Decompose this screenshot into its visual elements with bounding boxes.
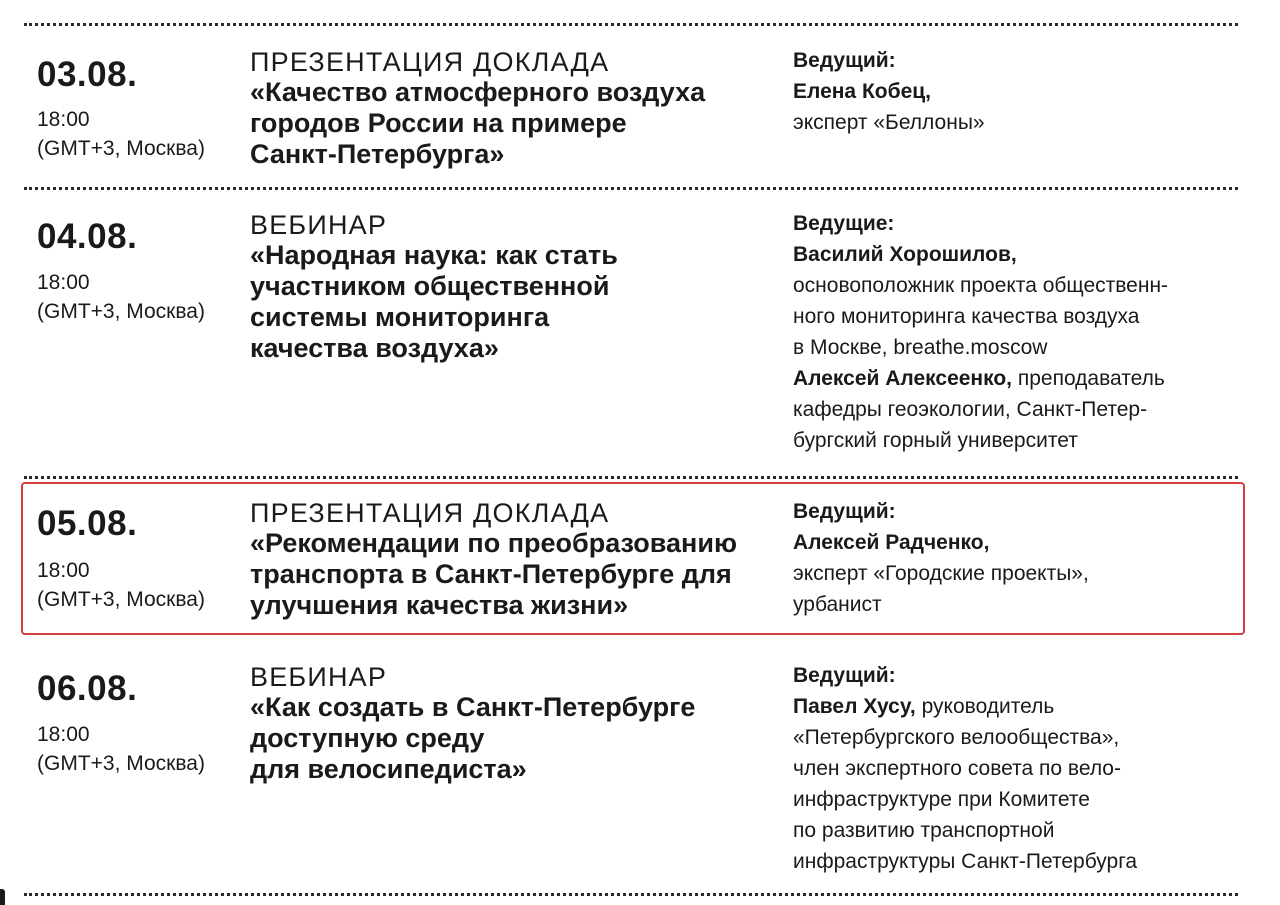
- host-description: по развитию транспортной: [793, 819, 1055, 842]
- event-title-line: Санкт-Петербурга»: [250, 139, 505, 169]
- event-time: [37, 720, 205, 778]
- host-name: Алексей Алексеенко,: [793, 367, 1013, 390]
- event-title-line: качества воздуха»: [250, 333, 499, 363]
- event-info: [250, 498, 780, 621]
- event-title-line: участником общественной: [250, 271, 610, 301]
- event-hosts: [793, 208, 1233, 456]
- event-hosts: [793, 660, 1233, 877]
- event-time: [37, 105, 205, 163]
- event-type: ПРЕЗЕНТАЦИЯ ДОКЛАДА: [250, 47, 610, 77]
- event-time-value: 18:00: [37, 723, 90, 746]
- event-title-line: для велосипедиста»: [250, 754, 527, 784]
- dotted-divider: [24, 476, 1238, 479]
- event-time: [37, 268, 205, 326]
- host-role: руководитель: [915, 695, 1055, 718]
- host-description: член экспертного совета по вело-: [793, 757, 1121, 780]
- event-title-line: доступную среду: [250, 723, 485, 753]
- host-description: эксперт «Беллоны»: [793, 111, 985, 134]
- host-name: Павел Хусу,: [793, 695, 916, 718]
- host-name: Василий Хорошилов,: [793, 243, 1017, 266]
- event-time-value: 18:00: [37, 108, 90, 131]
- host-description: инфраструктуре при Комитете: [793, 788, 1090, 811]
- dotted-divider: [24, 23, 1238, 26]
- dotted-divider: [24, 187, 1238, 190]
- host-line: [793, 363, 1233, 394]
- event-type: ВЕБИНАР: [250, 210, 388, 240]
- event-title-line: «Как создать в Санкт-Петербурге: [250, 692, 696, 722]
- event-timezone: (GMT+3, Москва): [37, 300, 205, 323]
- event-hosts: [793, 45, 1233, 138]
- event-info: [250, 662, 780, 785]
- event-title-line: «Рекомендации по преобразованию: [250, 528, 738, 558]
- event-title: [250, 77, 780, 170]
- host-line: [793, 691, 1233, 722]
- event-title-line: городов России на примере: [250, 108, 627, 138]
- host-description: эксперт «Городские проекты»,: [793, 562, 1089, 585]
- event-timezone: (GMT+3, Москва): [37, 137, 205, 160]
- event-timezone: (GMT+3, Москва): [37, 752, 205, 775]
- event-title-line: «Качество атмосферного воздуха: [250, 77, 706, 107]
- dotted-divider: [24, 893, 1238, 896]
- event-date: 04.08.: [37, 217, 138, 256]
- event-title-line: системы мониторинга: [250, 302, 550, 332]
- event-title: [250, 528, 780, 621]
- host-heading: Ведущие:: [793, 212, 895, 235]
- host-role: преподаватель: [1012, 367, 1165, 390]
- event-date: 03.08.: [37, 55, 138, 94]
- event-title-line: улучшения качества жизни»: [250, 590, 629, 620]
- host-description: в Москве, breathe.moscow: [793, 336, 1048, 359]
- host-heading: Ведущий:: [793, 49, 896, 72]
- host-heading: Ведущий:: [793, 500, 896, 523]
- host-description: урбанист: [793, 593, 882, 616]
- host-description: «Петербургского велообщества»,: [793, 726, 1120, 749]
- event-title: [250, 240, 780, 364]
- event-date: 06.08.: [37, 669, 138, 708]
- event-timezone: (GMT+3, Москва): [37, 588, 205, 611]
- host-name: Алексей Радченко,: [793, 531, 990, 554]
- event-title-line: «Народная наука: как стать: [250, 240, 618, 270]
- event-type: ПРЕЗЕНТАЦИЯ ДОКЛАДА: [250, 498, 610, 528]
- event-time-value: 18:00: [37, 559, 90, 582]
- host-description: ного мониторинга качества воздуха: [793, 305, 1140, 328]
- event-title-line: транспорта в Санкт-Петербурге для: [250, 559, 732, 589]
- host-description: инфраструктуры Санкт-Петербурга: [793, 850, 1138, 873]
- event-time: [37, 556, 205, 614]
- event-type: ВЕБИНАР: [250, 662, 388, 692]
- event-title: [250, 692, 780, 785]
- host-description: основоположник проекта общественн-: [793, 274, 1169, 297]
- host-description: кафедры геоэкологии, Санкт-Петер-: [793, 398, 1148, 421]
- host-description: бургский горный университет: [793, 429, 1078, 452]
- host-name: Елена Кобец,: [793, 80, 931, 103]
- event-info: [250, 210, 780, 364]
- host-heading: Ведущий:: [793, 664, 896, 687]
- page-edge-mark: [0, 889, 5, 905]
- event-date: 05.08.: [37, 504, 138, 543]
- event-hosts: [793, 496, 1233, 620]
- event-time-value: 18:00: [37, 271, 90, 294]
- event-info: [250, 47, 780, 170]
